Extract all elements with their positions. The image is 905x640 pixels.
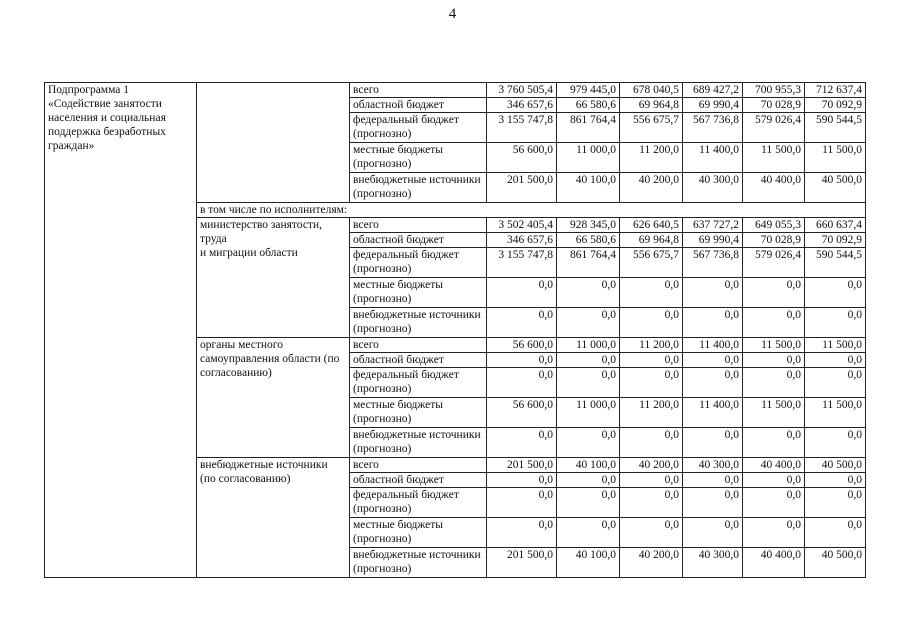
amount-cell: 0,0 [683, 308, 743, 338]
amount-cell: 579 026,4 [743, 248, 805, 278]
funding-source: внебюджетные источники (прогнозно) [350, 173, 487, 203]
funding-source: местные бюджеты (прогнозно) [350, 518, 487, 548]
amount-cell: 0,0 [805, 518, 866, 548]
amount-cell: 0,0 [743, 278, 805, 308]
amount-cell: 928 345,0 [557, 218, 620, 233]
amount-cell: 689 427,2 [683, 83, 743, 98]
amount-cell: 70 092,9 [805, 98, 866, 113]
amount-cell: 979 445,0 [557, 83, 620, 98]
funding-source: местные бюджеты (прогнозно) [350, 143, 487, 173]
amount-cell: 0,0 [805, 428, 866, 458]
funding-source: всего [350, 83, 487, 98]
funding-source: местные бюджеты (прогнозно) [350, 398, 487, 428]
amount-cell: 0,0 [557, 278, 620, 308]
budget-table-body [45, 83, 866, 578]
amount-cell: 0,0 [620, 518, 683, 548]
amount-cell: 11 500,0 [743, 398, 805, 428]
amount-cell: 11 500,0 [743, 338, 805, 353]
amount-cell: 590 544,5 [805, 248, 866, 278]
amount-cell: 0,0 [557, 368, 620, 398]
funding-source: внебюджетные источники (прогнозно) [350, 308, 487, 338]
amount-cell: 0,0 [805, 353, 866, 368]
amount-cell: 40 100,0 [557, 173, 620, 203]
amount-cell: 0,0 [487, 473, 557, 488]
amount-cell: 40 400,0 [743, 458, 805, 473]
funding-source: всего [350, 338, 487, 353]
amount-cell: 0,0 [743, 518, 805, 548]
amount-cell: 556 675,7 [620, 248, 683, 278]
amount-cell: 3 155 747,8 [487, 113, 557, 143]
amount-cell: 40 400,0 [743, 548, 805, 578]
funding-source: внебюджетные источники (прогнозно) [350, 548, 487, 578]
program-title: Подпрограмма 1 «Содействие занятости населения и социальная поддержка безработных граждан» [45, 83, 197, 578]
amount-cell: 3 155 747,8 [487, 248, 557, 278]
amount-cell: 0,0 [487, 278, 557, 308]
amount-cell: 861 764,4 [557, 248, 620, 278]
amount-cell: 556 675,7 [620, 113, 683, 143]
amount-cell: 0,0 [683, 428, 743, 458]
amount-cell: 567 736,8 [683, 248, 743, 278]
table-row [45, 83, 866, 98]
amount-cell: 0,0 [743, 353, 805, 368]
amount-cell: 66 580,6 [557, 233, 620, 248]
amount-cell: 70 028,9 [743, 233, 805, 248]
funding-source: областной бюджет [350, 233, 487, 248]
amount-cell: 0,0 [557, 518, 620, 548]
amount-cell: 649 055,3 [743, 218, 805, 233]
funding-source: всего [350, 458, 487, 473]
amount-cell: 0,0 [557, 308, 620, 338]
amount-cell: 0,0 [683, 353, 743, 368]
amount-cell: 11 400,0 [683, 398, 743, 428]
amount-cell: 11 200,0 [620, 398, 683, 428]
amount-cell: 0,0 [557, 428, 620, 458]
amount-cell: 40 100,0 [557, 548, 620, 578]
executor-name: внебюджетные источники (по согласованию) [197, 458, 350, 578]
amount-cell: 0,0 [743, 428, 805, 458]
amount-cell: 0,0 [557, 488, 620, 518]
amount-cell: 0,0 [683, 473, 743, 488]
amount-cell: 11 000,0 [557, 338, 620, 353]
amount-cell: 712 637,4 [805, 83, 866, 98]
amount-cell: 0,0 [557, 353, 620, 368]
amount-cell: 69 990,4 [683, 233, 743, 248]
amount-cell: 678 040,5 [620, 83, 683, 98]
funding-source: областной бюджет [350, 353, 487, 368]
amount-cell: 0,0 [805, 308, 866, 338]
amount-cell: 700 955,3 [743, 83, 805, 98]
amount-cell: 40 500,0 [805, 548, 866, 578]
amount-cell: 40 200,0 [620, 548, 683, 578]
amount-cell: 0,0 [620, 368, 683, 398]
amount-cell: 11 500,0 [805, 338, 866, 353]
amount-cell: 69 964,8 [620, 233, 683, 248]
amount-cell: 56 600,0 [487, 143, 557, 173]
executor-cell [197, 83, 350, 203]
funding-source: местные бюджеты (прогнозно) [350, 278, 487, 308]
amount-cell: 40 500,0 [805, 173, 866, 203]
amount-cell: 590 544,5 [805, 113, 866, 143]
funding-source: областной бюджет [350, 98, 487, 113]
amount-cell: 69 964,8 [620, 98, 683, 113]
amount-cell: 40 200,0 [620, 458, 683, 473]
amount-cell: 0,0 [743, 368, 805, 398]
amount-cell: 0,0 [487, 308, 557, 338]
executor-name: органы местного самоуправления области (по согласованию) [197, 338, 350, 458]
executor-name: министерство занятости, труда и миграции области [197, 218, 350, 338]
amount-cell: 40 500,0 [805, 458, 866, 473]
amount-cell: 0,0 [683, 368, 743, 398]
amount-cell: 0,0 [620, 353, 683, 368]
amount-cell: 861 764,4 [557, 113, 620, 143]
amount-cell: 0,0 [805, 488, 866, 518]
budget-table [44, 82, 866, 578]
amount-cell: 11 400,0 [683, 338, 743, 353]
funding-source: внебюджетные источники (прогнозно) [350, 428, 487, 458]
amount-cell: 40 400,0 [743, 173, 805, 203]
amount-cell: 0,0 [743, 488, 805, 518]
amount-cell: 567 736,8 [683, 113, 743, 143]
amount-cell: 11 500,0 [805, 398, 866, 428]
amount-cell: 0,0 [743, 473, 805, 488]
amount-cell: 0,0 [487, 488, 557, 518]
funding-source: всего [350, 218, 487, 233]
amount-cell: 0,0 [620, 488, 683, 518]
amount-cell: 0,0 [620, 473, 683, 488]
amount-cell: 3 502 405,4 [487, 218, 557, 233]
amount-cell: 0,0 [683, 518, 743, 548]
amount-cell: 0,0 [487, 518, 557, 548]
amount-cell: 0,0 [805, 278, 866, 308]
amount-cell: 0,0 [620, 428, 683, 458]
amount-cell: 11 500,0 [805, 143, 866, 173]
amount-cell: 40 300,0 [683, 548, 743, 578]
page-number: 4 [448, 6, 457, 22]
amount-cell: 40 300,0 [683, 458, 743, 473]
amount-cell: 56 600,0 [487, 398, 557, 428]
amount-cell: 346 657,6 [487, 233, 557, 248]
amount-cell: 66 580,6 [557, 98, 620, 113]
amount-cell: 40 100,0 [557, 458, 620, 473]
amount-cell: 11 200,0 [620, 338, 683, 353]
funding-source: федеральный бюджет (прогнозно) [350, 368, 487, 398]
amount-cell: 201 500,0 [487, 458, 557, 473]
amount-cell: 660 637,4 [805, 218, 866, 233]
funding-source: областной бюджет [350, 473, 487, 488]
amount-cell: 11 400,0 [683, 143, 743, 173]
amount-cell: 11 500,0 [743, 143, 805, 173]
amount-cell: 201 500,0 [487, 173, 557, 203]
amount-cell: 0,0 [557, 473, 620, 488]
amount-cell: 0,0 [683, 278, 743, 308]
amount-cell: 0,0 [683, 488, 743, 518]
amount-cell: 3 760 505,4 [487, 83, 557, 98]
amount-cell: 11 000,0 [557, 143, 620, 173]
funding-source: федеральный бюджет (прогнозно) [350, 488, 487, 518]
funding-source: федеральный бюджет (прогнозно) [350, 113, 487, 143]
amount-cell: 69 990,4 [683, 98, 743, 113]
executors-subheading: в том числе по исполнителям: [197, 203, 866, 218]
amount-cell: 0,0 [743, 308, 805, 338]
amount-cell: 0,0 [487, 368, 557, 398]
amount-cell: 579 026,4 [743, 113, 805, 143]
amount-cell: 626 640,5 [620, 218, 683, 233]
amount-cell: 201 500,0 [487, 548, 557, 578]
amount-cell: 0,0 [805, 473, 866, 488]
amount-cell: 11 200,0 [620, 143, 683, 173]
amount-cell: 0,0 [487, 353, 557, 368]
amount-cell: 0,0 [620, 278, 683, 308]
amount-cell: 70 092,9 [805, 233, 866, 248]
amount-cell: 56 600,0 [487, 338, 557, 353]
amount-cell: 0,0 [487, 428, 557, 458]
amount-cell: 637 727,2 [683, 218, 743, 233]
funding-source: федеральный бюджет (прогнозно) [350, 248, 487, 278]
amount-cell: 40 200,0 [620, 173, 683, 203]
amount-cell: 0,0 [805, 368, 866, 398]
amount-cell: 40 300,0 [683, 173, 743, 203]
amount-cell: 11 000,0 [557, 398, 620, 428]
amount-cell: 70 028,9 [743, 98, 805, 113]
amount-cell: 346 657,6 [487, 98, 557, 113]
amount-cell: 0,0 [620, 308, 683, 338]
